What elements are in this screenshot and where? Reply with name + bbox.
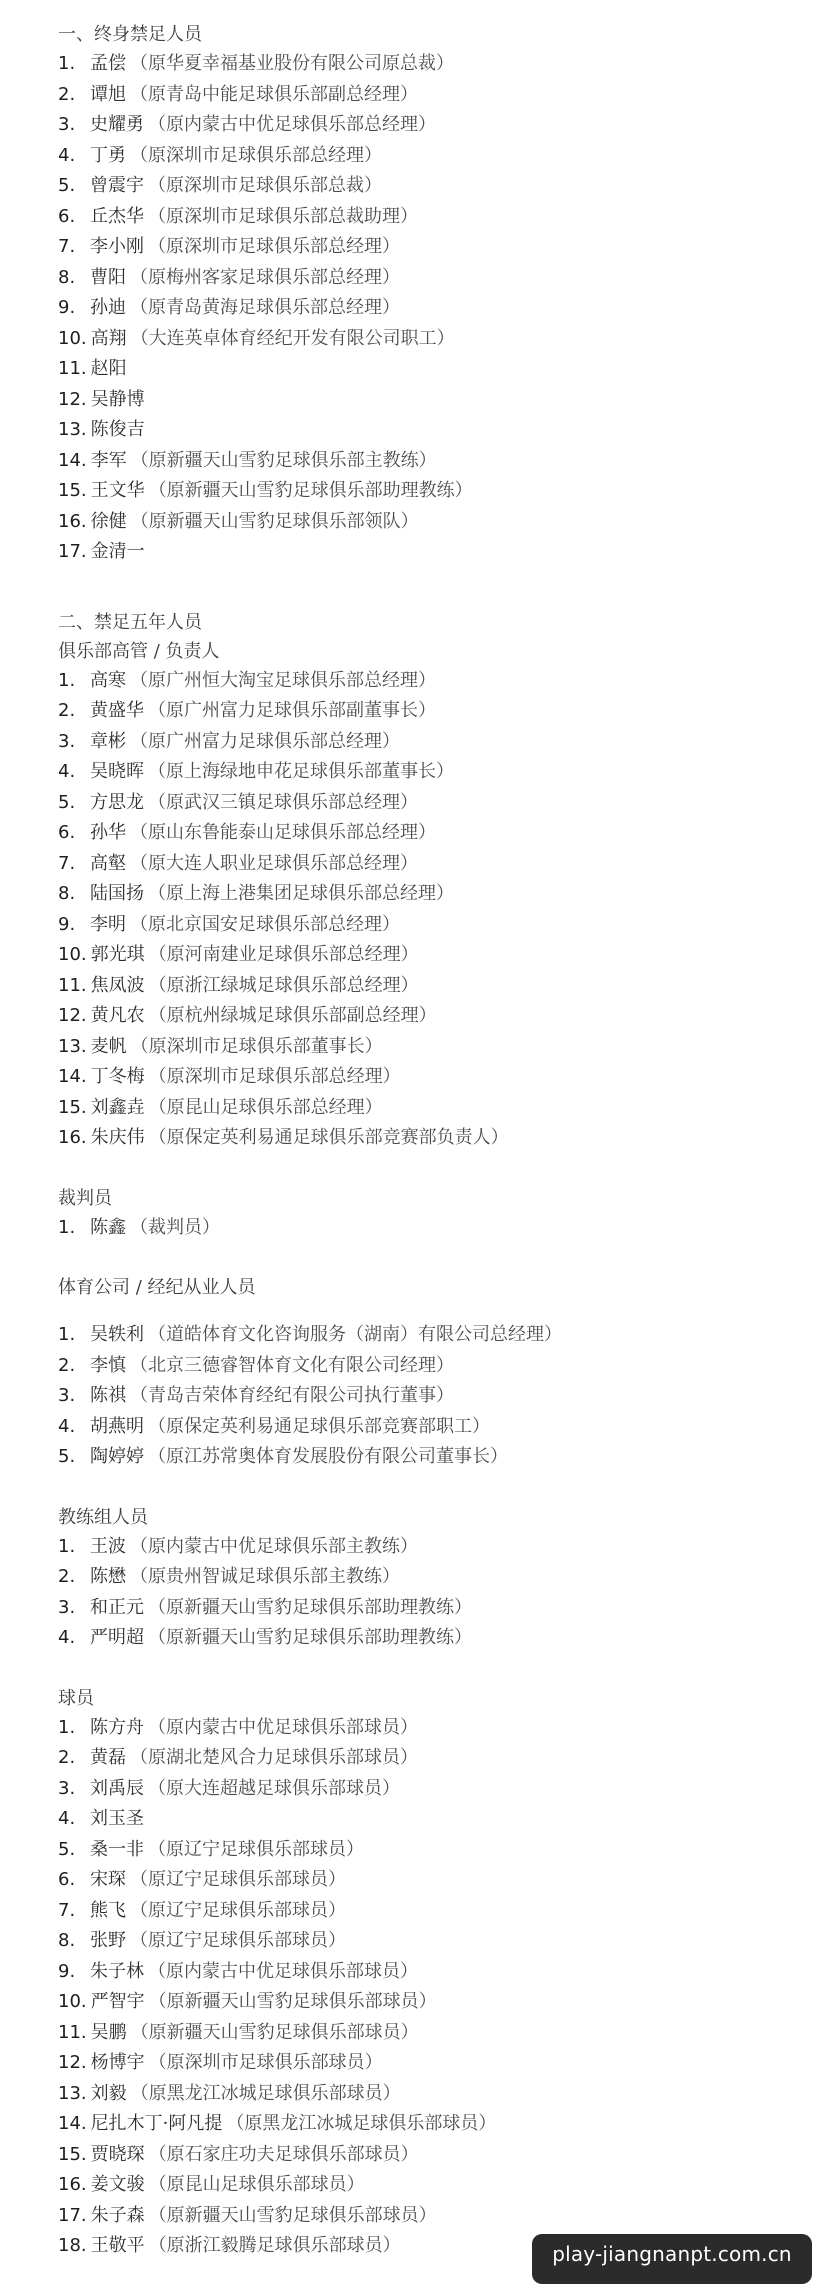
person-name: 高壑 bbox=[90, 852, 126, 874]
item-number: 13. bbox=[58, 2082, 87, 2104]
section-spacer bbox=[58, 1654, 817, 1684]
item-number: 3. bbox=[58, 1777, 76, 1799]
list-item bbox=[58, 2018, 817, 2049]
person-name: 杨博宇 bbox=[90, 2052, 145, 2073]
watermark-badge: play-jiangnanpt.com.cn bbox=[532, 2234, 812, 2284]
person-name: 丁冬梅 bbox=[90, 1066, 145, 1087]
person-affiliation: （原青岛中能足球俱乐部副总经理） bbox=[130, 83, 418, 105]
item-number: 18. bbox=[58, 2235, 87, 2256]
item-number: 1. bbox=[58, 1216, 76, 1238]
item-number: 11. bbox=[58, 974, 87, 996]
list-item bbox=[58, 1835, 817, 1866]
person-name: 陈懋 bbox=[90, 1566, 126, 1587]
person-name: 胡燕明 bbox=[90, 1415, 144, 1437]
list-item bbox=[58, 788, 817, 819]
item-number: 5. bbox=[58, 1446, 76, 1467]
person-name: 徐健 bbox=[90, 510, 127, 532]
item-number: 7. bbox=[58, 236, 76, 257]
person-name: 陈方舟 bbox=[90, 1716, 144, 1738]
person-affiliation: （原新疆天山雪豹足球俱乐部球员） bbox=[130, 2021, 419, 2043]
item-number: 12. bbox=[58, 1005, 87, 1026]
list-item bbox=[58, 2201, 817, 2232]
person-affiliation: （原河南建业足球俱乐部总经理） bbox=[148, 944, 419, 965]
list-item bbox=[58, 696, 817, 727]
item-number: 1. bbox=[58, 1324, 76, 1345]
list-item bbox=[58, 1713, 817, 1744]
person-affiliation: （原保定英利易通足球俱乐部竞赛部负责人） bbox=[148, 1127, 509, 1148]
list-item bbox=[58, 110, 817, 141]
person-name: 曹阳 bbox=[90, 266, 126, 288]
person-name: 吴鹏 bbox=[90, 2021, 127, 2043]
person-name: 朱庆伟 bbox=[90, 1127, 145, 1148]
person-affiliation: （原浙江毅腾足球俱乐部球员） bbox=[148, 2235, 401, 2256]
person-affiliation: （原辽宁足球俱乐部球员） bbox=[148, 1838, 364, 1860]
person-affiliation: （原梅州客家足球俱乐部总经理） bbox=[130, 266, 400, 288]
list-item bbox=[58, 1213, 817, 1244]
list-item bbox=[58, 1093, 817, 1124]
section bbox=[58, 608, 817, 1154]
list-item bbox=[58, 1743, 817, 1774]
list-item bbox=[58, 476, 817, 507]
item-number: 10. bbox=[58, 944, 87, 965]
item-number: 15. bbox=[58, 480, 87, 501]
list-item bbox=[58, 232, 817, 263]
list-item bbox=[58, 1593, 817, 1624]
section-subtitle: 裁判员 bbox=[58, 1187, 112, 1209]
person-affiliation: （道皓体育文化咨询服务（湖南）有限公司总经理） bbox=[148, 1324, 562, 1345]
list-item bbox=[58, 727, 817, 758]
person-name: 丘杰华 bbox=[90, 205, 144, 227]
person-name: 熊飞 bbox=[90, 1899, 126, 1921]
list-item bbox=[58, 666, 817, 697]
person-name: 郭光琪 bbox=[90, 944, 145, 965]
list-item bbox=[58, 1987, 817, 2018]
item-number: 8. bbox=[58, 1930, 76, 1951]
list-item bbox=[58, 1320, 817, 1351]
person-name: 张野 bbox=[90, 1930, 126, 1951]
document-body bbox=[58, 20, 817, 2262]
list-item bbox=[58, 415, 817, 446]
person-name: 李小刚 bbox=[90, 236, 144, 257]
person-affiliation: （原辽宁足球俱乐部球员） bbox=[130, 1930, 346, 1951]
list-item bbox=[58, 324, 817, 355]
item-number: 4. bbox=[58, 1808, 76, 1829]
list-item bbox=[58, 1774, 817, 1805]
item-number: 13. bbox=[58, 1035, 87, 1057]
person-name: 孙迪 bbox=[90, 297, 126, 318]
item-number: 1. bbox=[58, 1716, 76, 1738]
item-number: 8. bbox=[58, 266, 76, 288]
list-item bbox=[58, 354, 817, 385]
item-number: 1. bbox=[58, 53, 76, 74]
person-name: 陆国扬 bbox=[90, 883, 144, 904]
person-affiliation: （原华夏幸福基业股份有限公司原总裁） bbox=[130, 53, 454, 74]
section bbox=[58, 1503, 817, 1654]
section-spacer bbox=[58, 1154, 817, 1184]
item-number: 12. bbox=[58, 388, 87, 410]
person-affiliation: （大连英卓体育经纪开发有限公司职工） bbox=[130, 327, 455, 349]
item-number: 2. bbox=[58, 700, 76, 721]
person-name: 尼扎木丁·阿凡提 bbox=[90, 2113, 223, 2134]
person-affiliation: （原昆山足球俱乐部球员） bbox=[148, 2174, 365, 2195]
person-name: 宋琛 bbox=[90, 1869, 126, 1890]
item-number: 5. bbox=[58, 791, 76, 813]
person-name: 赵阳 bbox=[90, 358, 127, 379]
list-item bbox=[58, 293, 817, 324]
person-affiliation: （原新疆天山雪豹足球俱乐部领队） bbox=[130, 510, 419, 532]
person-name: 方思龙 bbox=[90, 791, 144, 813]
item-number: 14. bbox=[58, 2113, 87, 2134]
person-affiliation: （原青岛黄海足球俱乐部总经理） bbox=[130, 297, 400, 318]
person-name: 刘禹辰 bbox=[90, 1777, 144, 1799]
person-affiliation: （原深圳市足球俱乐部球员） bbox=[148, 2052, 383, 2073]
person-name: 陈祺 bbox=[90, 1385, 126, 1406]
list-item bbox=[58, 1896, 817, 1927]
person-name: 朱子森 bbox=[90, 2204, 145, 2226]
person-name: 王文华 bbox=[90, 480, 145, 501]
person-affiliation: （原内蒙古中优足球俱乐部主教练） bbox=[130, 1535, 418, 1557]
subtitle-spacer bbox=[58, 1302, 817, 1320]
list-item bbox=[58, 1926, 817, 1957]
person-affiliation: （原深圳市足球俱乐部总经理） bbox=[148, 1066, 401, 1087]
person-name: 贾晓琛 bbox=[90, 2143, 145, 2165]
person-name: 严智宇 bbox=[90, 1991, 145, 2012]
item-number: 6. bbox=[58, 1869, 76, 1890]
person-affiliation: （原内蒙古中优足球俱乐部球员） bbox=[148, 1716, 418, 1738]
item-number: 16. bbox=[58, 1127, 87, 1148]
list-item bbox=[58, 2048, 817, 2079]
item-number: 4. bbox=[58, 144, 76, 166]
list-item bbox=[58, 1562, 817, 1593]
list-item bbox=[58, 171, 817, 202]
person-affiliation: （原上海绿地申花足球俱乐部董事长） bbox=[148, 761, 454, 782]
person-affiliation: （原贵州智诚足球俱乐部主教练） bbox=[130, 1566, 400, 1587]
item-number: 10. bbox=[58, 327, 87, 349]
item-number: 5. bbox=[58, 175, 76, 196]
item-number: 9. bbox=[58, 913, 76, 935]
person-affiliation: （原深圳市足球俱乐部总裁） bbox=[148, 175, 382, 196]
item-number: 9. bbox=[58, 297, 76, 318]
person-affiliation: （原杭州绿城足球俱乐部副总经理） bbox=[148, 1005, 437, 1026]
person-name: 吴轶利 bbox=[90, 1324, 144, 1345]
person-name: 刘鑫垚 bbox=[90, 1096, 145, 1118]
person-name: 李军 bbox=[90, 449, 127, 471]
person-name: 李明 bbox=[90, 913, 126, 935]
section bbox=[58, 20, 817, 568]
item-number: 2. bbox=[58, 1566, 76, 1587]
person-affiliation: （原新疆天山雪豹足球俱乐部主教练） bbox=[130, 449, 437, 471]
person-name: 金清一 bbox=[90, 541, 145, 562]
list-item bbox=[58, 49, 817, 80]
person-affiliation: （原内蒙古中优足球俱乐部球员） bbox=[148, 1960, 418, 1982]
item-number: 14. bbox=[58, 449, 87, 471]
list-item bbox=[58, 940, 817, 971]
person-name: 孙华 bbox=[90, 822, 126, 843]
list-item bbox=[58, 1442, 817, 1473]
section bbox=[58, 1273, 817, 1473]
list-item bbox=[58, 446, 817, 477]
section-spacer bbox=[58, 1243, 817, 1273]
person-name: 丁勇 bbox=[90, 144, 126, 166]
person-affiliation: （原大连人职业足球俱乐部总经理） bbox=[130, 852, 418, 874]
person-name: 刘玉圣 bbox=[90, 1808, 144, 1829]
item-number: 4. bbox=[58, 1415, 76, 1437]
person-affiliation: （原石家庄功夫足球俱乐部球员） bbox=[148, 2143, 419, 2165]
person-name: 章彬 bbox=[90, 730, 126, 752]
person-affiliation: （原保定英利易通足球俱乐部竞赛部职工） bbox=[148, 1415, 490, 1437]
item-number: 3. bbox=[58, 730, 76, 752]
list-item bbox=[58, 202, 817, 233]
list-item bbox=[58, 2079, 817, 2110]
person-name: 曾震宇 bbox=[90, 175, 144, 196]
person-name: 黄磊 bbox=[90, 1747, 126, 1768]
person-name: 姜文骏 bbox=[90, 2174, 145, 2195]
section-subtitle: 体育公司 / 经纪从业人员 bbox=[58, 1277, 256, 1298]
person-affiliation: （原内蒙古中优足球俱乐部总经理） bbox=[148, 114, 436, 135]
person-affiliation: （原山东鲁能泰山足球俱乐部总经理） bbox=[130, 822, 436, 843]
list-item bbox=[58, 910, 817, 941]
person-affiliation: （裁判员） bbox=[130, 1216, 220, 1238]
item-number: 16. bbox=[58, 2174, 87, 2195]
list-item bbox=[58, 2140, 817, 2171]
person-affiliation: （原深圳市足球俱乐部总经理） bbox=[148, 236, 400, 257]
person-name: 陈俊吉 bbox=[90, 419, 145, 440]
item-number: 1. bbox=[58, 669, 76, 691]
person-affiliation: （原广州恒大淘宝足球俱乐部总经理） bbox=[130, 669, 436, 691]
person-affiliation: （原黑龙江冰城足球俱乐部球员） bbox=[130, 2082, 401, 2104]
item-number: 15. bbox=[58, 1096, 87, 1118]
person-affiliation: （原湖北楚风合力足球俱乐部球员） bbox=[130, 1747, 418, 1768]
person-name: 吴晓晖 bbox=[90, 761, 144, 782]
item-number: 2. bbox=[58, 1354, 76, 1376]
person-name: 王敬平 bbox=[90, 2235, 145, 2256]
person-name: 和正元 bbox=[90, 1596, 144, 1618]
item-number: 3. bbox=[58, 1385, 76, 1406]
item-number: 4. bbox=[58, 1627, 76, 1648]
list-item bbox=[58, 1062, 817, 1093]
item-number: 17. bbox=[58, 2204, 87, 2226]
person-affiliation: （原新疆天山雪豹足球俱乐部球员） bbox=[148, 1991, 437, 2012]
list-item bbox=[58, 1623, 817, 1654]
person-affiliation: （北京三德睿智体育文化有限公司经理） bbox=[130, 1354, 454, 1376]
person-affiliation: （原深圳市足球俱乐部总裁助理） bbox=[148, 205, 418, 227]
person-name: 王波 bbox=[90, 1535, 126, 1557]
section-title: 一、终身禁足人员 bbox=[58, 24, 202, 45]
person-name: 高寒 bbox=[90, 669, 126, 691]
section-spacer bbox=[58, 568, 817, 608]
person-affiliation: （原广州富力足球俱乐部总经理） bbox=[130, 730, 400, 752]
person-name: 陈鑫 bbox=[90, 1216, 126, 1238]
person-affiliation: （原新疆天山雪豹足球俱乐部助理教练） bbox=[148, 1596, 472, 1618]
section-subtitle: 教练组人员 bbox=[58, 1506, 148, 1528]
list-item bbox=[58, 2109, 817, 2140]
list-item bbox=[58, 1957, 817, 1988]
item-number: 16. bbox=[58, 510, 87, 532]
person-affiliation: （青岛吉荣体育经纪有限公司执行董事） bbox=[130, 1385, 454, 1406]
item-number: 11. bbox=[58, 358, 87, 379]
item-number: 13. bbox=[58, 419, 87, 440]
person-affiliation: （原江苏常奥体育发展股份有限公司董事长） bbox=[148, 1446, 508, 1467]
item-number: 7. bbox=[58, 852, 76, 874]
person-name: 焦凤波 bbox=[90, 974, 145, 996]
section-subtitle: 俱乐部高管 / 负责人 bbox=[58, 640, 220, 662]
list-item bbox=[58, 1532, 817, 1563]
item-number: 7. bbox=[58, 1899, 76, 1921]
person-affiliation: （原新疆天山雪豹足球俱乐部助理教练） bbox=[148, 1627, 472, 1648]
list-item bbox=[58, 1412, 817, 1443]
person-name: 孟偿 bbox=[90, 53, 126, 74]
person-affiliation: （原新疆天山雪豹足球俱乐部球员） bbox=[148, 2204, 437, 2226]
item-number: 6. bbox=[58, 205, 76, 227]
list-item bbox=[58, 1381, 817, 1412]
item-number: 3. bbox=[58, 114, 76, 135]
list-item bbox=[58, 537, 817, 568]
item-number: 6. bbox=[58, 822, 76, 843]
item-number: 8. bbox=[58, 883, 76, 904]
person-affiliation: （原辽宁足球俱乐部球员） bbox=[130, 1899, 346, 1921]
list-item bbox=[58, 879, 817, 910]
person-affiliation: （原北京国安足球俱乐部总经理） bbox=[130, 913, 400, 935]
list-item bbox=[58, 507, 817, 538]
person-affiliation: （原上海上港集团足球俱乐部总经理） bbox=[148, 883, 454, 904]
section bbox=[58, 1684, 817, 2262]
section-subtitle: 球员 bbox=[58, 1687, 94, 1709]
person-name: 陶婷婷 bbox=[90, 1446, 144, 1467]
list-item bbox=[58, 1032, 817, 1063]
item-number: 2. bbox=[58, 1747, 76, 1768]
list-item bbox=[58, 1865, 817, 1896]
list-item bbox=[58, 849, 817, 880]
person-affiliation: （原昆山足球俱乐部总经理） bbox=[148, 1096, 383, 1118]
item-number: 14. bbox=[58, 1066, 87, 1087]
section-title: 二、禁足五年人员 bbox=[58, 611, 202, 633]
list-item bbox=[58, 80, 817, 111]
item-number: 3. bbox=[58, 1596, 76, 1618]
person-name: 桑一非 bbox=[90, 1838, 144, 1860]
person-name: 李慎 bbox=[90, 1354, 126, 1376]
person-affiliation: （原武汉三镇足球俱乐部总经理） bbox=[148, 791, 418, 813]
item-number: 15. bbox=[58, 2143, 87, 2165]
item-number: 11. bbox=[58, 2021, 87, 2043]
list-item bbox=[58, 971, 817, 1002]
person-name: 朱子林 bbox=[90, 1960, 144, 1982]
list-item bbox=[58, 757, 817, 788]
item-number: 12. bbox=[58, 2052, 87, 2073]
section-spacer bbox=[58, 1473, 817, 1503]
person-name: 史耀勇 bbox=[90, 114, 144, 135]
item-number: 2. bbox=[58, 83, 76, 105]
list-item bbox=[58, 1001, 817, 1032]
person-name: 高翔 bbox=[90, 327, 127, 349]
person-name: 吴静博 bbox=[90, 388, 145, 410]
list-item bbox=[58, 263, 817, 294]
person-affiliation: （原浙江绿城足球俱乐部总经理） bbox=[148, 974, 419, 996]
person-name: 谭旭 bbox=[90, 83, 126, 105]
person-affiliation: （原广州富力足球俱乐部副董事长） bbox=[148, 700, 436, 721]
item-number: 9. bbox=[58, 1960, 76, 1982]
person-name: 黄凡农 bbox=[90, 1005, 145, 1026]
item-number: 1. bbox=[58, 1535, 76, 1557]
person-affiliation: （原黑龙江冰城足球俱乐部球员） bbox=[226, 2113, 497, 2134]
person-affiliation: （原深圳市足球俱乐部总经理） bbox=[130, 144, 382, 166]
item-number: 17. bbox=[58, 541, 87, 562]
list-item bbox=[58, 2170, 817, 2201]
item-number: 5. bbox=[58, 1838, 76, 1860]
item-number: 10. bbox=[58, 1991, 87, 2012]
person-name: 刘毅 bbox=[90, 2082, 127, 2104]
list-item bbox=[58, 141, 817, 172]
person-affiliation: （原新疆天山雪豹足球俱乐部助理教练） bbox=[148, 480, 473, 501]
item-number: 4. bbox=[58, 761, 76, 782]
person-name: 严明超 bbox=[90, 1627, 144, 1648]
section bbox=[58, 1184, 817, 1244]
list-item bbox=[58, 385, 817, 416]
list-item bbox=[58, 818, 817, 849]
person-affiliation: （原辽宁足球俱乐部球员） bbox=[130, 1869, 346, 1890]
list-item bbox=[58, 1804, 817, 1835]
person-name: 麦帆 bbox=[90, 1035, 127, 1057]
person-affiliation: （原深圳市足球俱乐部董事长） bbox=[130, 1035, 383, 1057]
list-item bbox=[58, 1123, 817, 1154]
list-item bbox=[58, 1351, 817, 1382]
person-name: 黄盛华 bbox=[90, 700, 144, 721]
person-affiliation: （原大连超越足球俱乐部球员） bbox=[148, 1777, 400, 1799]
